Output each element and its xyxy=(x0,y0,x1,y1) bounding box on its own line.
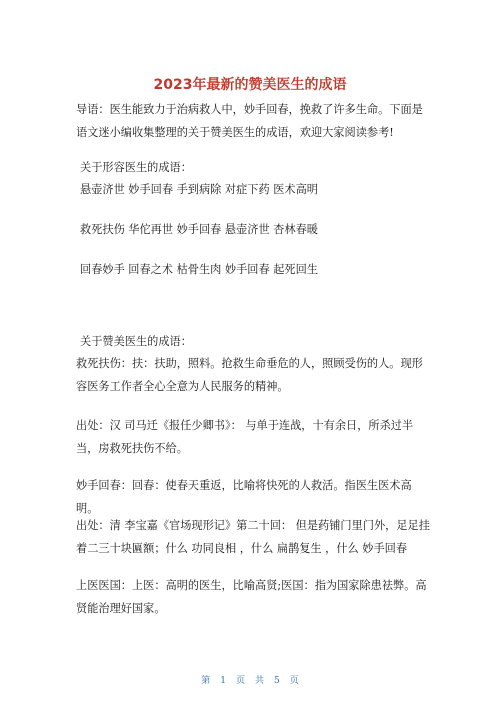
idiom-source-1: 出处：汉 司马迁《报任少卿书》： 与单于连战，十有余日，所杀过半当，房救死扶伤不给。 xyxy=(76,419,414,455)
idiom-line-2: 救死扶伤 华佗再世 妙手回春 悬壶济世 杏林春暖 xyxy=(80,223,318,236)
document-title: 2023年最新的赞美医生的成语 xyxy=(153,77,347,93)
footer-total-label: 共 xyxy=(255,676,265,686)
section2-heading: 关于赞美医生的成语： xyxy=(80,335,192,348)
idiom-definition-2: 妙手回春：回春：使春天重返，比喻将快死的人救活。指医生医术高明。 xyxy=(76,479,412,515)
footer-total-number: 5 xyxy=(274,676,280,686)
footer-page-label: 第 xyxy=(201,676,211,686)
page-footer xyxy=(0,673,500,686)
intro-paragraph: 导语：医生能致力于治病救人中，妙手回春，挽救了许多生命。下面是语文迷小编收集整理的关于赞美医生的成语，欢迎大家阅读参考! xyxy=(76,103,423,139)
idiom-definition-1: 救死扶伤：扶：扶助，照料。抢救生命垂危的人，照顾受伤的人。现形容医务工作者全心全意为人民服务的精神。 xyxy=(76,357,423,393)
idiom-line-1: 悬壶济世 妙手回春 手到病除 对症下药 医术高明 xyxy=(80,183,318,196)
section1-heading: 关于形容医生的成语： xyxy=(80,161,192,174)
idiom-line-3: 回春妙手 回春之术 枯骨生肉 妙手回春 起死回生 xyxy=(80,263,318,276)
idiom-source-2: 出处：清 李宝嘉《官场现形记》第二十回： 但是药铺门里门外，足足挂着二三十块匾额；什么 功同良相 ，什么 扁鹊复生 ，什么 妙手回春 xyxy=(76,519,430,555)
footer-total-unit: 页 xyxy=(289,676,299,686)
footer-page-number: 1 xyxy=(220,676,226,686)
idiom-definition-3: 上医医国：上医：高明的医生，比喻高贤;医国：指为国家除患祛弊。高贤能治理好国家。 xyxy=(76,579,427,615)
footer-page-unit: 页 xyxy=(235,676,245,686)
